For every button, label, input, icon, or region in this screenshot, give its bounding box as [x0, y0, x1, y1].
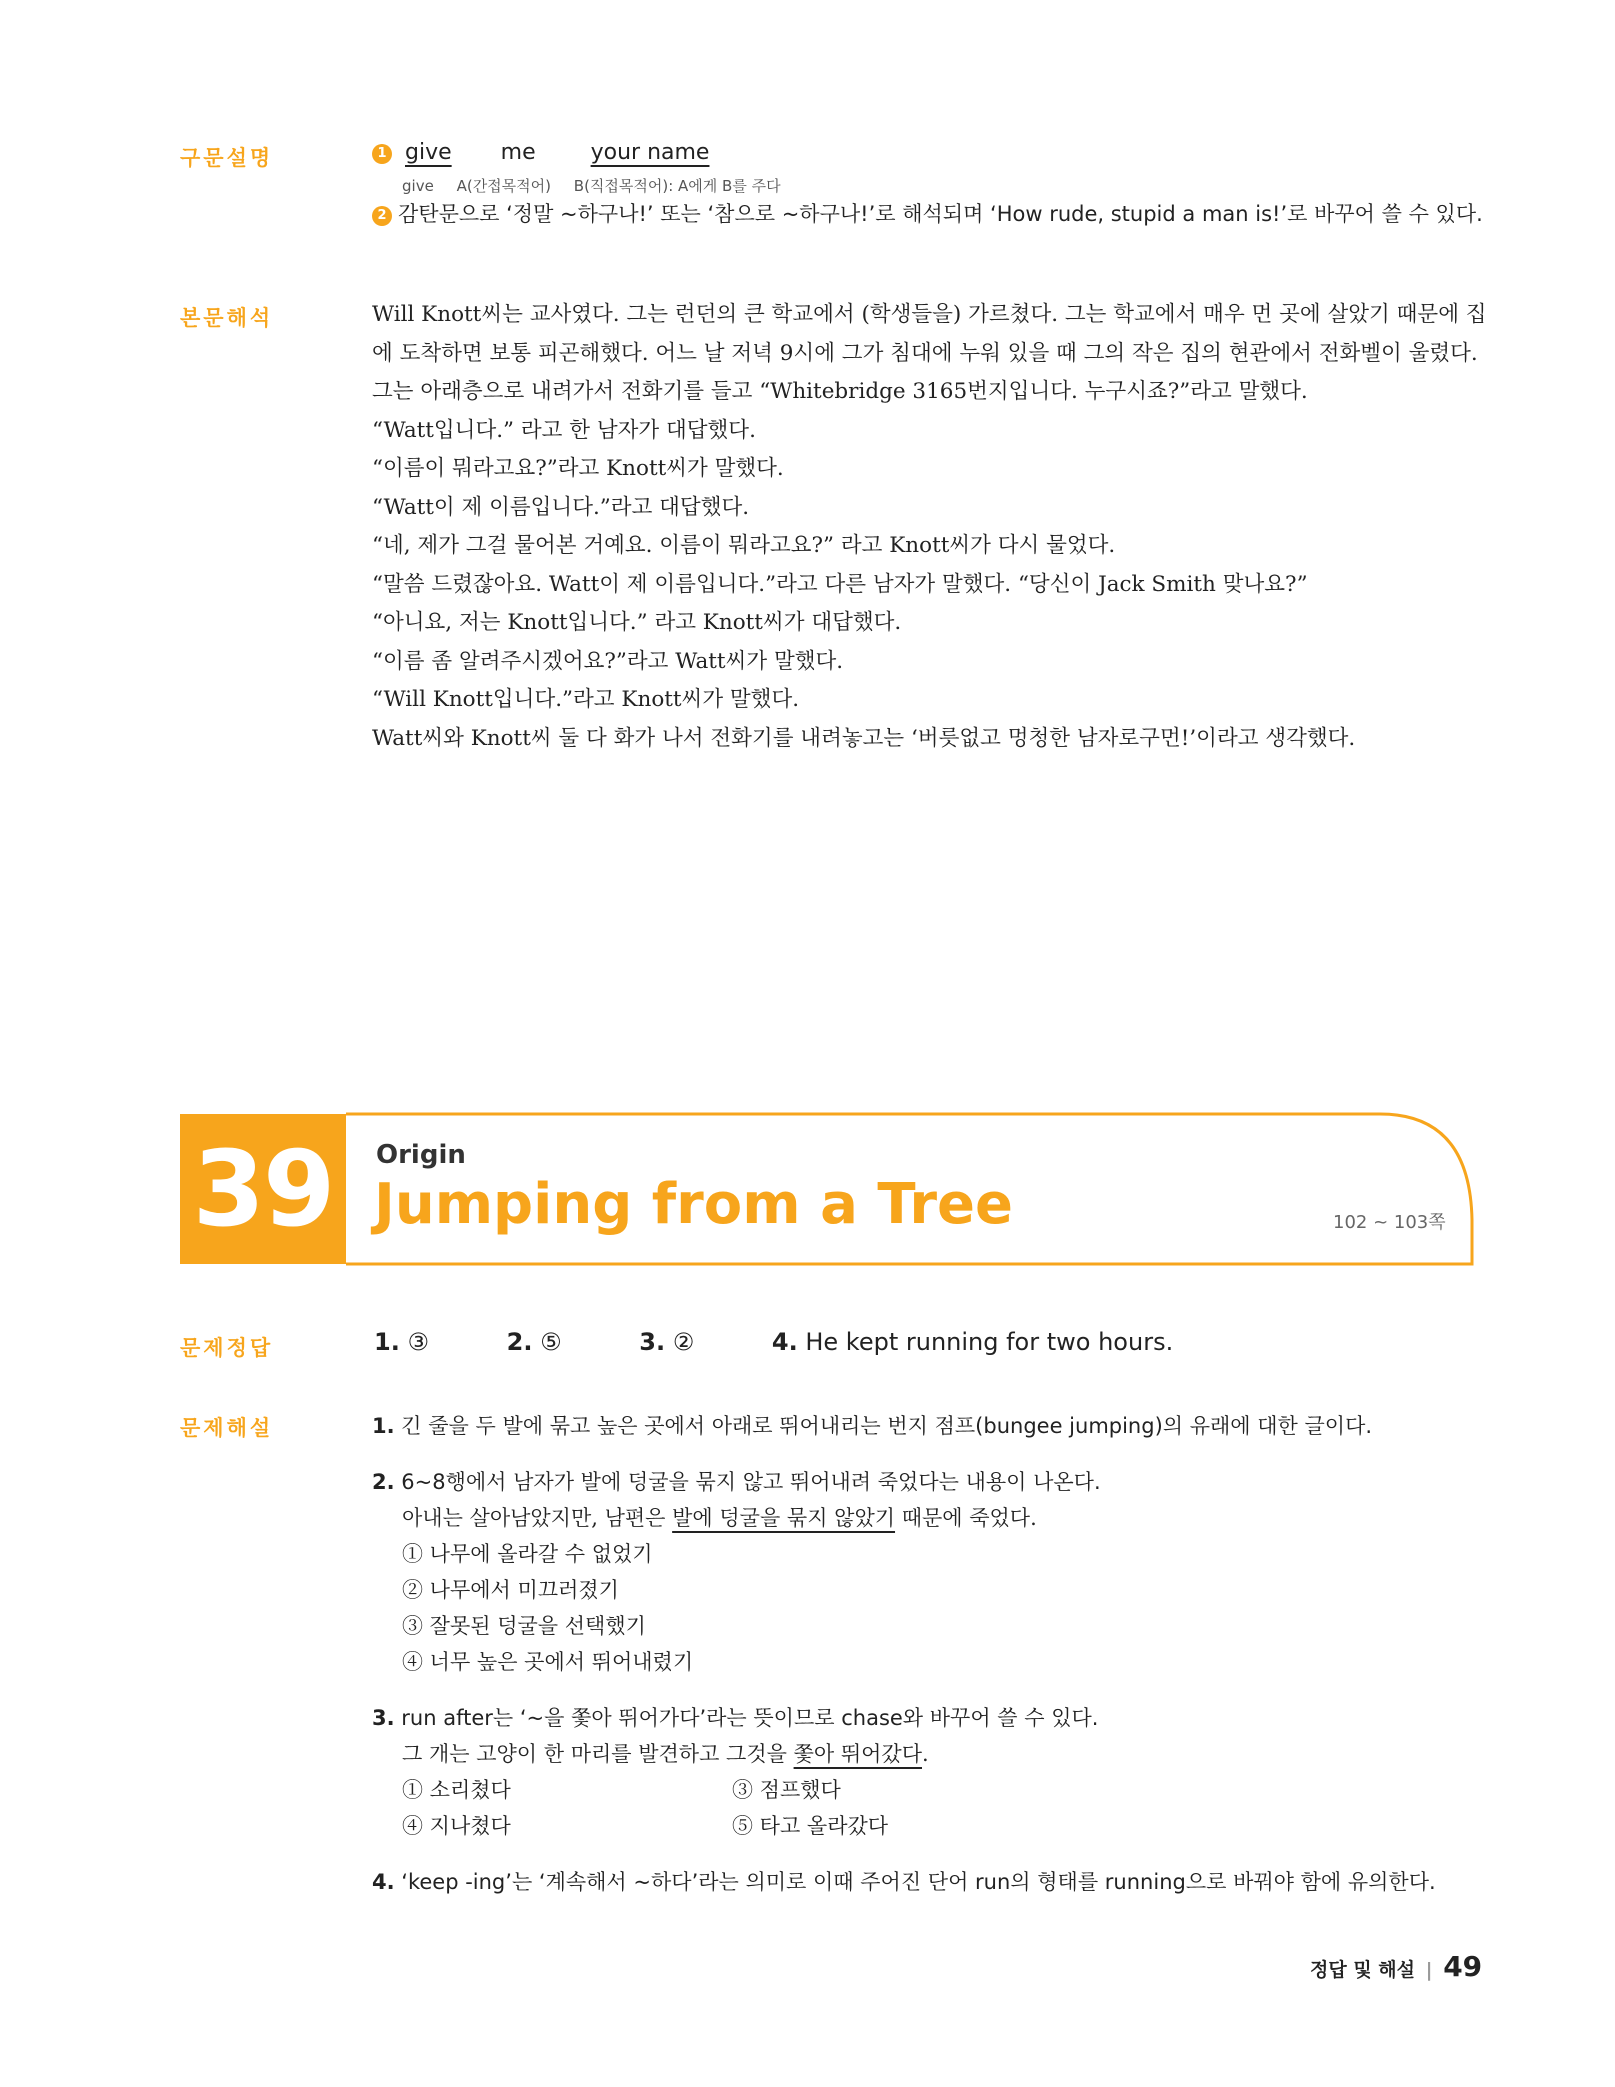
translation-line: “말씀 드렸잖아요. Watt이 제 이름입니다.”라고 다른 남자가 말했다. “당신이 Jack Smith 맞나요?” [372, 571, 1308, 597]
explanation-q2-sentence: 아내는 살아남았지만, 남편은 발에 덩굴을 묶지 않았기 때문에 죽었다. [402, 1506, 1037, 1530]
number-badge: 1 [372, 144, 392, 164]
gloss-give: give [402, 177, 434, 195]
footer [1310, 1950, 1482, 1983]
page-number: 49 [1443, 1950, 1483, 1983]
footer-section: 정답 및 해설 [1310, 1959, 1415, 1981]
explanation-q3: 3. run after는 ‘~을 쫓아 뛰어가다’라는 뜻이므로 chase와 바꾸어 쓸 수 있다. [372, 1706, 1099, 1730]
number-badge: 2 [372, 206, 392, 226]
answer-item-1: 1. ③ [374, 1328, 429, 1356]
q2-option: ① 나무에 올라갈 수 없었기 [402, 1542, 653, 1566]
unit-number-box [180, 1114, 346, 1264]
section-label-syntax: 구문설명 [180, 146, 274, 170]
answer-item-3: 3. ② [639, 1328, 695, 1356]
syntax-item-2-text: 감탄문으로 ‘정말 ~하구나!’ 또는 ‘참으로 ~하구나!’로 해석되며 ‘How rude, stupid a man is!’로 바꾸어 쓸 수 있다. [398, 202, 1483, 226]
answer-item-2: 2. ⑤ [506, 1328, 562, 1356]
q2-option: ② 나무에서 미끄러졌기 [402, 1578, 619, 1602]
syntax-item-1 [372, 140, 709, 165]
translation-line: “이름 좀 알려주시겠어요?”라고 Watt씨가 말했다. [372, 648, 844, 674]
unit-number: 39 [192, 1128, 334, 1250]
syntax-item-2 [372, 198, 1483, 228]
explanation-q1: 1. 긴 줄을 두 발에 묶고 높은 곳에서 아래로 뛰어내리는 번지 점프(bungee jumping)의 유래에 대한 글이다. [372, 1414, 1373, 1438]
translation-line: Watt씨와 Knott씨 둘 다 화가 나서 전화기를 내려놓고는 ‘버릇없고 멍청한 남자로구먼!’이라고 생각했다. [372, 725, 1356, 751]
q3-option: ③ 점프했다 [732, 1778, 841, 1802]
q2-option: ③ 잘못된 덩굴을 선택했기 [402, 1614, 646, 1638]
q2-option: ④ 너무 높은 곳에서 뛰어내렸기 [402, 1650, 694, 1674]
translation-line: “이름이 뭐라고요?”라고 Knott씨가 말했다. [372, 456, 784, 481]
translation-line: “Watt이 제 이름입니다.”라고 대답했다. [372, 494, 750, 520]
explanation-q3-sentence: 그 개는 고양이 한 마리를 발견하고 그것을 쫓아 뛰어갔다. [402, 1742, 929, 1766]
q3-option: ① 소리쳤다 [402, 1778, 511, 1802]
unit-pages: 102 ~ 103쪽 [1333, 1212, 1446, 1233]
footer-divider: | [1425, 1959, 1433, 1981]
unit-category: Origin [376, 1140, 466, 1170]
syntax-word-give: give [405, 140, 452, 165]
section-label-explanation: 문제해설 [180, 1416, 274, 1440]
syntax-word-your-name: your name [590, 140, 710, 165]
translation-line: “네, 제가 그걸 물어본 거예요. 이름이 뭐라고요?” 라고 Knott씨가 다시 물었다. [372, 533, 1116, 558]
syntax-gloss [402, 175, 781, 196]
translation-line: 그는 아래층으로 내려가서 전화기를 들고 “Whitebridge 3165번지입니다. 누구시죠?”라고 말했다. [372, 379, 1308, 404]
q3-option: ⑤ 타고 올라갔다 [732, 1814, 889, 1838]
section-label-answers: 문제정답 [180, 1336, 274, 1360]
translation-body [372, 296, 1487, 758]
answer-item-4: 4. He kept running for two hours. [771, 1328, 1174, 1356]
translation-line: “Watt입니다.” 라고 한 남자가 대답했다. [372, 417, 756, 443]
gloss-direct-object: B(직접목적어): A에게 B를 주다 [573, 177, 781, 195]
explanation-q4: 4. ‘keep -ing’는 ‘계속해서 ~하다’라는 의미로 이때 주어진 단어 run의 형태를 running으로 바꿔야 함에 유의한다. [372, 1870, 1436, 1894]
translation-line: Will Knott씨는 교사였다. 그는 런던의 큰 학교에서 (학생들을) 가르쳤다. 그는 학교에서 매우 먼 곳에 살았기 때문에 집 [372, 302, 1487, 327]
explanation-q2: 2. 6~8행에서 남자가 발에 덩굴을 묶지 않고 뛰어내려 죽었다는 내용이 나온다. [372, 1470, 1101, 1494]
translation-line: 에 도착하면 보통 피곤해했다. 어느 날 저녁 9시에 그가 침대에 누워 있을 때 그의 작은 집의 현관에서 전화벨이 울렸다. [372, 340, 1478, 366]
syntax-word-me: me [500, 140, 536, 165]
translation-line: “Will Knott입니다.”라고 Knott씨가 말했다. [372, 687, 800, 712]
unit-title: Jumping from a Tree [374, 1172, 1013, 1237]
translation-line: “아니요, 저는 Knott입니다.” 라고 Knott씨가 대답했다. [372, 610, 902, 635]
section-label-translation: 본문해석 [180, 306, 274, 330]
q3-option: ④ 지나쳤다 [402, 1814, 511, 1838]
gloss-indirect-object: A(간접목적어) [456, 177, 551, 195]
answer-row [374, 1328, 1173, 1356]
